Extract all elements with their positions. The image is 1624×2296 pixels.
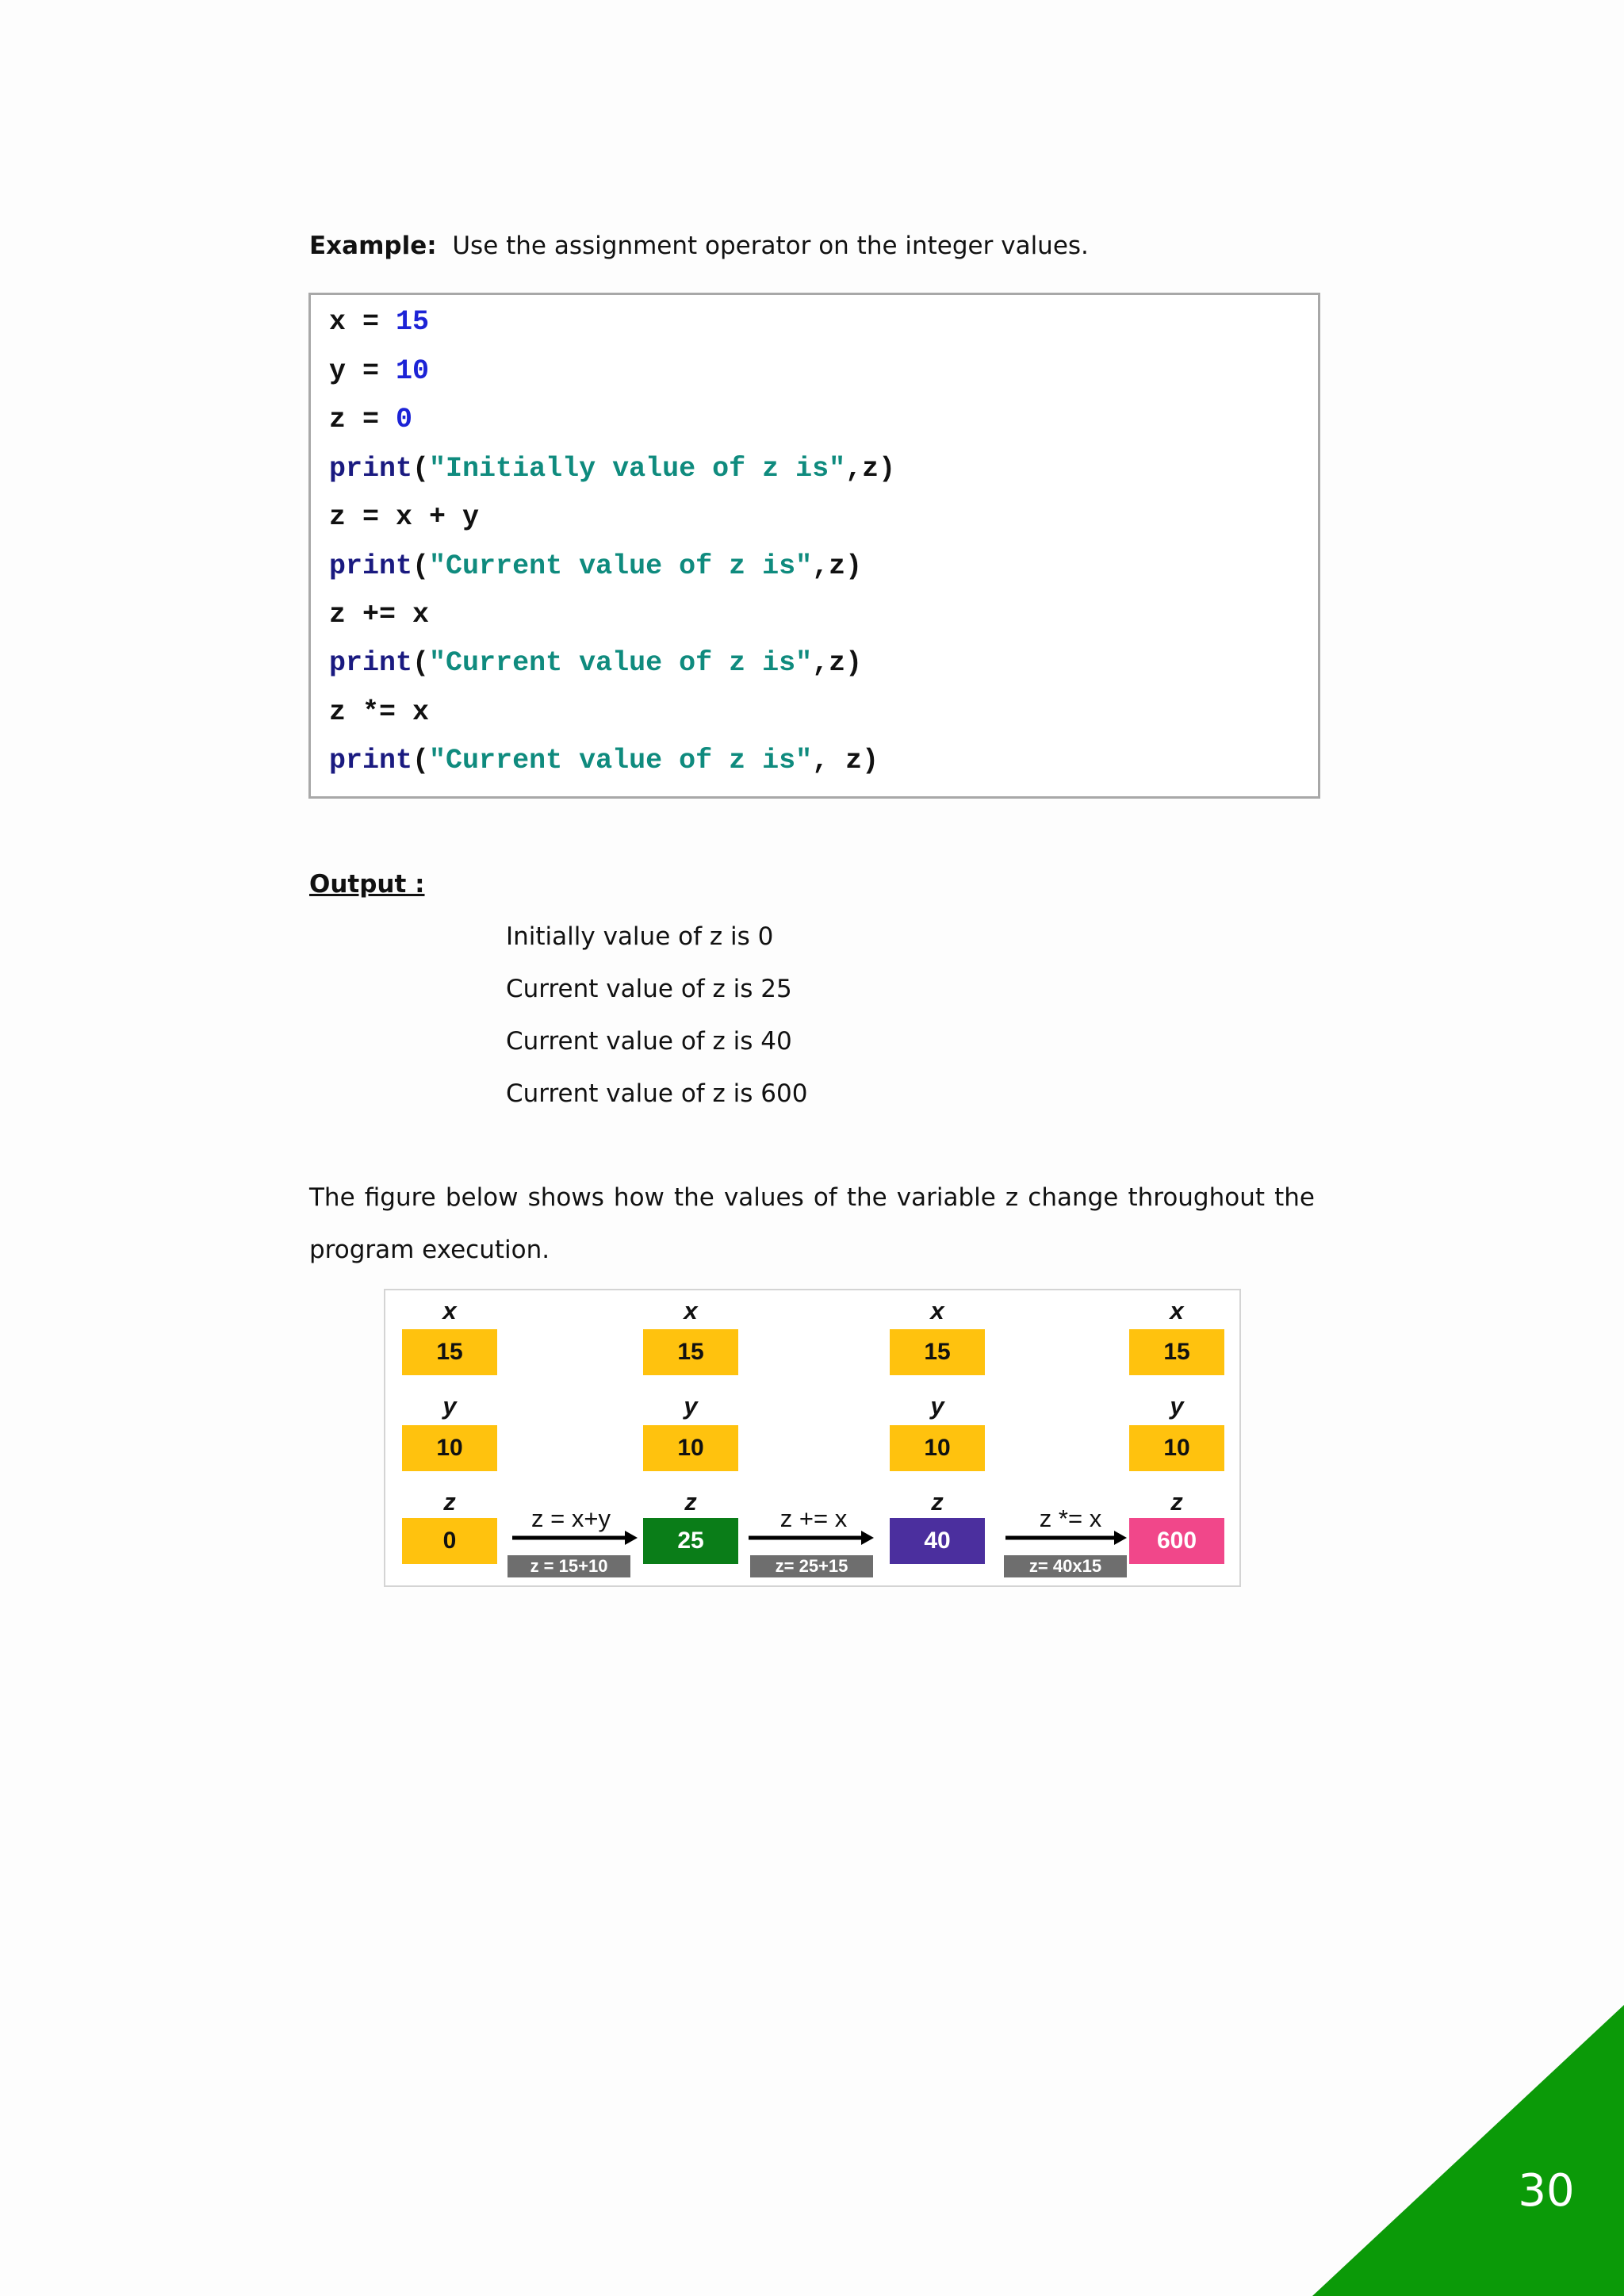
code-line: print("Current value of z is",z) <box>329 647 863 679</box>
y-label: y <box>684 1392 698 1420</box>
code-line: z *= x <box>329 696 430 728</box>
x-value-box: 15 <box>643 1329 738 1375</box>
x-label: x <box>442 1297 457 1324</box>
z-label: z <box>684 1488 697 1516</box>
page-number: 30 <box>1518 2165 1575 2217</box>
y-label: y <box>930 1392 944 1420</box>
example-label: Example: <box>309 232 437 260</box>
y-value-box: 10 <box>402 1425 497 1471</box>
operation-label: z = x+y <box>531 1504 611 1532</box>
y-label: y <box>442 1392 457 1420</box>
y-value-box: 10 <box>643 1425 738 1471</box>
code-line: print("Initially value of z is",z) <box>329 453 896 485</box>
x-value-box: 15 <box>890 1329 985 1375</box>
z-value-box: 25 <box>643 1518 738 1564</box>
example-heading <box>309 232 1089 260</box>
y-label: y <box>1170 1392 1184 1420</box>
code-line: print("Current value of z is", z) <box>329 745 879 776</box>
x-label: x <box>930 1297 944 1324</box>
description-paragraph: The figure below shows how the values of the variable z change throughout the <box>309 1183 1315 1212</box>
z-value-box: 600 <box>1129 1518 1224 1564</box>
z-label: z <box>931 1488 944 1516</box>
right-arrow-icon <box>512 1529 639 1547</box>
x-value-box: 15 <box>402 1329 497 1375</box>
z-value-box: 40 <box>890 1518 985 1564</box>
output-line: Current value of z is 40 <box>506 1027 792 1056</box>
calculation-tag: z = 15+10 <box>508 1555 630 1577</box>
code-line: y = 10 <box>329 355 430 387</box>
x-label: x <box>1170 1297 1184 1324</box>
output-label: Output : <box>309 870 425 899</box>
variable-change-figure <box>384 1289 1241 1587</box>
description-paragraph-end: program execution. <box>309 1236 550 1264</box>
example-text: Use the assignment operator on the integer values. <box>452 232 1089 260</box>
x-value-box: 15 <box>1129 1329 1224 1375</box>
z-label: z <box>1170 1488 1183 1516</box>
code-line: z = 0 <box>329 404 413 435</box>
output-line: Current value of z is 25 <box>506 975 792 1003</box>
z-value-box: 0 <box>402 1518 497 1564</box>
y-value-box: 10 <box>890 1425 985 1471</box>
output-line: Current value of z is 600 <box>506 1079 808 1108</box>
z-label: z <box>443 1488 456 1516</box>
calculation-tag: z= 40x15 <box>1004 1555 1127 1577</box>
right-arrow-icon <box>1005 1529 1128 1547</box>
calculation-tag: z= 25+15 <box>750 1555 873 1577</box>
x-label: x <box>684 1297 698 1324</box>
code-block <box>308 293 1320 799</box>
y-value-box: 10 <box>1129 1425 1224 1471</box>
code-line: print("Current value of z is",z) <box>329 550 863 582</box>
operation-label: z += x <box>779 1504 848 1532</box>
output-line: Initially value of z is 0 <box>506 922 774 951</box>
right-arrow-icon <box>749 1529 875 1547</box>
operation-label: z *= x <box>1039 1504 1102 1532</box>
code-line: z += x <box>329 599 430 631</box>
page-corner-triangle <box>1312 2005 1624 2296</box>
code-line: x = 15 <box>329 306 430 338</box>
code-line: z = x + y <box>329 501 480 533</box>
